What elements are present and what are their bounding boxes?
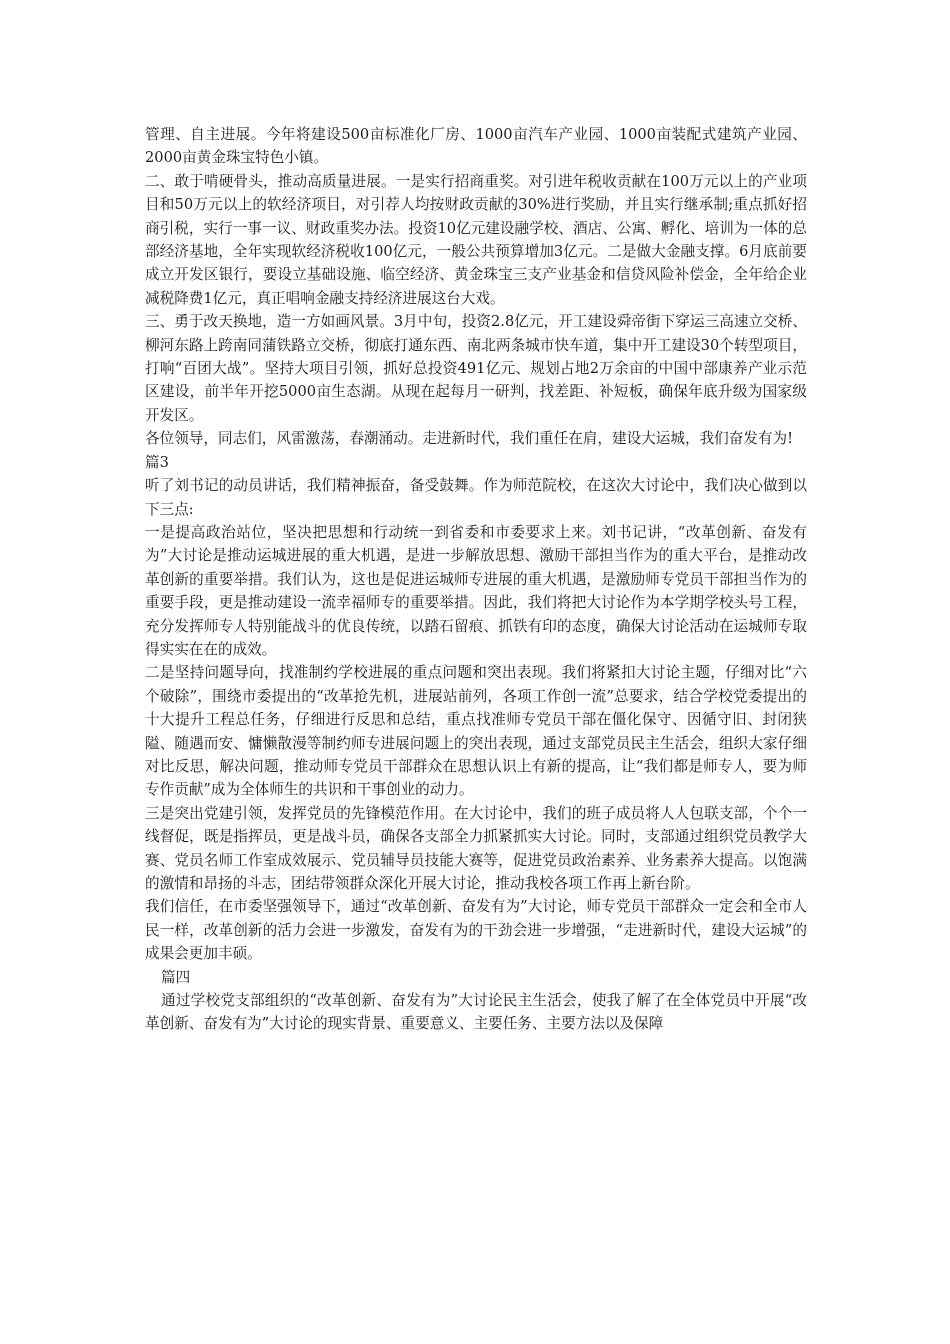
paragraph-point-two: 二是坚持问题导向，找准制约学校进展的重点问题和突出表现。我们将紧扣大讨论主题，仔细对比“六个破除”，围绕市委提出的“改革抢先机，进展站前列，各项工作创一流”总要求，结合学校党委提出的十大提升工程总任务，仔细进行反思和总结，重点找准师专党员干部在僵化保守、因循守旧、封闭狭隘、随遇而安、慵懒散漫等制约师专进展问题上的突出表现，通过支部党员民主生活会，组织大家仔细对比反思，解决问题，推动师专党员干部群众在思想认识上有新的提高，让“我们都是师专人，要为师专作贡献”成为全体师生的共识和干事创业的动力。 bbox=[145, 664, 807, 799]
section-heading-pian-3: 篇3 bbox=[145, 453, 169, 471]
paragraph-section-three: 三、勇于改天换地，造一方如画风景。3月中旬，投资2.8亿元，开工建设舜帝街下穿运三高速立交桥、柳河东路上跨南同蒲铁路立交桥，彻底打通东西、南北两条城市快车道，集中开工建设30个转型项目，打响“百团大战”。坚持大项目引领，抓好总投资491亿元、规划占地2万余亩的中国中部康养产业示范区建设，前半年开挖5000亩生态湖。从现在起每月一研判，找差距、补短板，确保年底升级为国家级开发区。 bbox=[145, 313, 807, 424]
paragraph-point-one: 一是提高政治站位，坚决把思想和行动统一到省委和市委要求上来。刘书记讲，“改革创新、奋发有为”大讨论是推动运城进展的重大机遇，是进一步解放思想、激励干部担当作为的重大平台，是推动改革创新的重要举措。我们认为，这也是促进运城师专进展的重大机遇，是激励师专党员干部担当作为的重要手段，更是推动建设一流幸福师专的重要举措。因此，我们将把大讨论作为本学期学校头号工程，充分发挥师专人特别能战斗的优良传统，以踏石留痕、抓铁有印的态度，确保大讨论活动在运城师专取得实实在在的成效。 bbox=[145, 523, 807, 658]
paragraph-pian-4-body: 通过学校党支部组织的“改革创新、奋发有为”大讨论民主生活会，使我了解了在全体党员中开展“改革创新、奋发有为”大讨论的现实背景、重要意义、主要任务、主要方法以及保障 bbox=[145, 992, 807, 1033]
section-heading-pian-4: 篇四 bbox=[161, 968, 191, 986]
paragraph-intro-continuation: 管理、自主进展。今年将建设500亩标准化厂房、1000亩汽车产业园、1000亩装配式建筑产业园、2000亩黄金珠宝特色小镇。 bbox=[145, 126, 807, 167]
paragraph-point-three: 三是突出党建引领，发挥党员的先锋模范作用。在大讨论中，我们的班子成员将人人包联支部，个个一线督促，既是指挥员，更是战斗员，确保各支部全力抓紧抓实大讨论。同时，支部通过组织党员教学大赛、党员名师工作室成效展示、党员辅导员技能大赛等，促进党员政治素养、业务素养大提高。以饱满的激情和昂扬的斗志，团结带领群众深化开展大讨论，推动我校各项工作再上新台阶。 bbox=[145, 804, 807, 892]
paragraph-speech-intro: 听了刘书记的动员讲话，我们精神振奋，备受鼓舞。作为师范院校，在这次大讨论中，我们决心做到以下三点: bbox=[145, 477, 807, 518]
paragraph-closing: 各位领导，同志们，风雷激荡，春潮涌动。走进新时代，我们重任在肩，建设大运城，我们奋发有为! bbox=[145, 430, 793, 448]
paragraph-conclusion: 我们信任，在市委坚强领导下，通过“改革创新、奋发有为”大讨论，师专党员干部群众一定会和全市人民一样，改革创新的活力会进一步激发，奋发有为的干劲会进一步增强，“走进新时代，建设大运城”的成果会更加丰硕。 bbox=[145, 898, 807, 963]
document-body bbox=[145, 123, 807, 1036]
paragraph-section-two: 二、敢于啃硬骨头，推动高质量进展。一是实行招商重奖。对引进年税收贡献在100万元以上的产业项目和50万元以上的软经济项目，对引荐人均按财政贡献的30%进行奖励，并且实行继承制;重点抓好招商引税，实行一事一议、财政重奖办法。投资10亿元建设融学校、酒店、公寓、孵化、培训为一体的总部经济基地，全年实现软经济税收100亿元，一般公共预算增加3亿元。二是做大金融支撑。6月底前要成立开发区银行，要设立基础设施、临空经济、黄金珠宝三支产业基金和信贷风险补偿金，全年给企业减税降费1亿元，真正唱响金融支持经济进展这台大戏。 bbox=[145, 172, 807, 307]
